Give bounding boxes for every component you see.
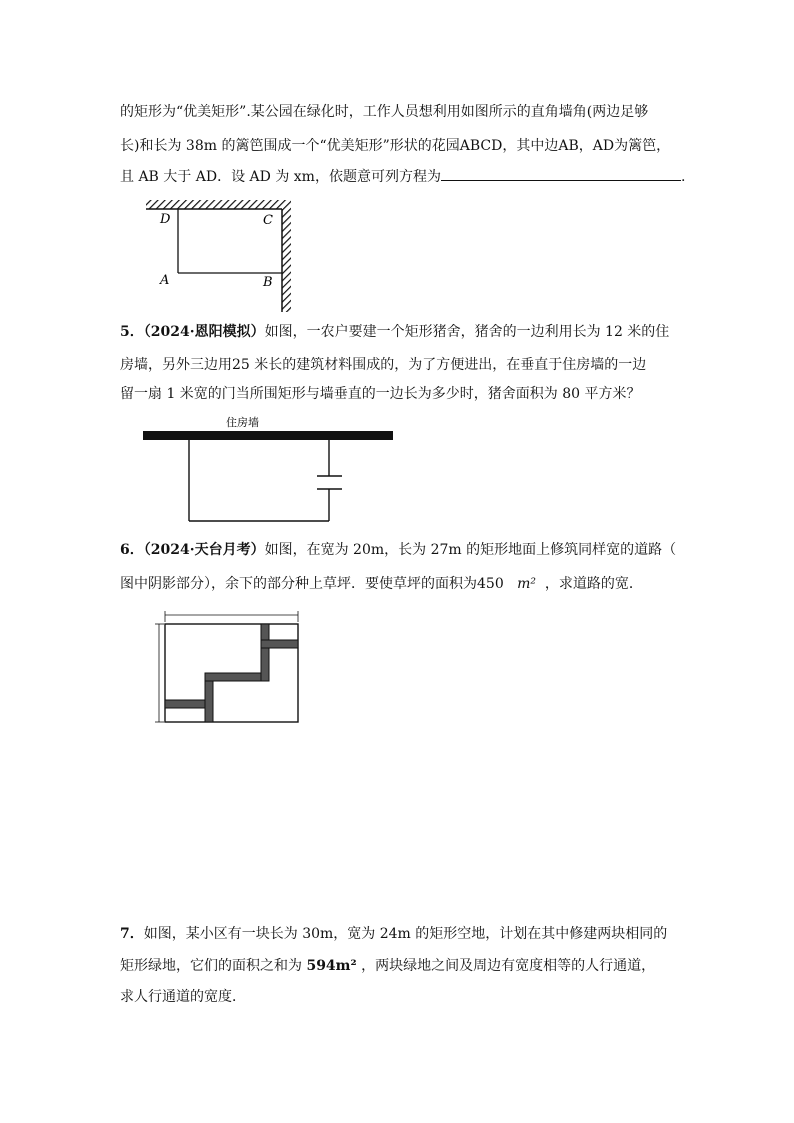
q6-number: 6．	[120, 542, 144, 558]
answer-blank[interactable]	[441, 166, 681, 181]
q5-source: （2024·恩阳模拟）	[143, 324, 265, 340]
q7-area: 594m²	[306, 958, 357, 974]
q6-line-1	[120, 540, 676, 560]
q5-line-1-text: 如图，一农户要建一个矩形猪舍，猪舍的一边利用长为 12 米的住	[264, 324, 670, 340]
q4-figure	[140, 196, 300, 314]
wall-label: 住房墙	[226, 416, 259, 429]
label-d: D	[160, 212, 171, 227]
road-segment-5	[261, 640, 298, 648]
q4-line-3-end: .	[680, 169, 686, 185]
q6-figure	[150, 610, 310, 728]
road-segment-3	[205, 673, 261, 681]
label-c: C	[263, 213, 273, 228]
q5-line-2: 房墙，另外三边用25 米长的建筑材料围成的，为了方便进出，在垂直于住房墙的一边	[120, 357, 647, 373]
q6-source: （2024·天台月考）	[143, 542, 265, 558]
q7-line-3: 求人行通道的宽度．	[120, 989, 246, 1005]
q4-line-1: 的矩形为“优美矩形”.某公园在绿化时，工作人员想利用如图所示的直角墙角(两边足够	[120, 104, 649, 120]
q6-line-2-text: 图中阴影部分），余下的部分种上草坪．要使草坪的面积为450	[120, 576, 504, 592]
label-a: A	[160, 273, 170, 288]
right-wall-hatch	[282, 200, 291, 312]
q4-line-3-text: 且 AB 大于 AD．设 AD 为 xm，依题意可列方程为	[120, 169, 441, 185]
q7-line-2	[120, 956, 655, 976]
q7-line-2-text: 矩形绿地，它们的面积之和为	[120, 958, 302, 974]
q6-line-1-text: 如图，在宽为 20m，长为 27m 的矩形地面上修筑同样宽的道路（	[264, 542, 677, 558]
q7-number: 7．	[120, 926, 144, 942]
top-wall-hatch	[146, 200, 290, 209]
q7-line-1	[120, 924, 667, 944]
q5-number: 5．	[120, 324, 144, 340]
q4-line-3	[120, 166, 685, 187]
q7-line-2-end: ，两块绿地之间及周边有宽度相等的人行通道，	[361, 958, 656, 974]
road-segment-1	[165, 700, 205, 708]
q5-line-3: 留一扇 1 米宽的门当所围矩形与墙垂直的一边长为多少时，猪舍面积为 80 平方米？	[120, 386, 641, 402]
q7-line-1-text: 如图，某小区有一块长为 30m，宽为 24m 的矩形空地，计划在其中修建两块相同的	[143, 926, 668, 942]
road-segment-4	[261, 624, 269, 681]
q5-figure	[140, 412, 396, 526]
label-b: B	[263, 275, 273, 290]
q4-line-2: 长)和长为 38m 的篱笆围成一个“优美矩形”形状的花园ABCD，其中边AB，AD为篱笆，	[120, 138, 671, 154]
q6-line-2	[120, 574, 643, 594]
q6-line-2-end: ，求道路的宽．	[544, 576, 643, 592]
q6-unit: m²	[517, 576, 536, 592]
house-wall	[143, 431, 393, 440]
q5-line-1	[120, 322, 669, 342]
